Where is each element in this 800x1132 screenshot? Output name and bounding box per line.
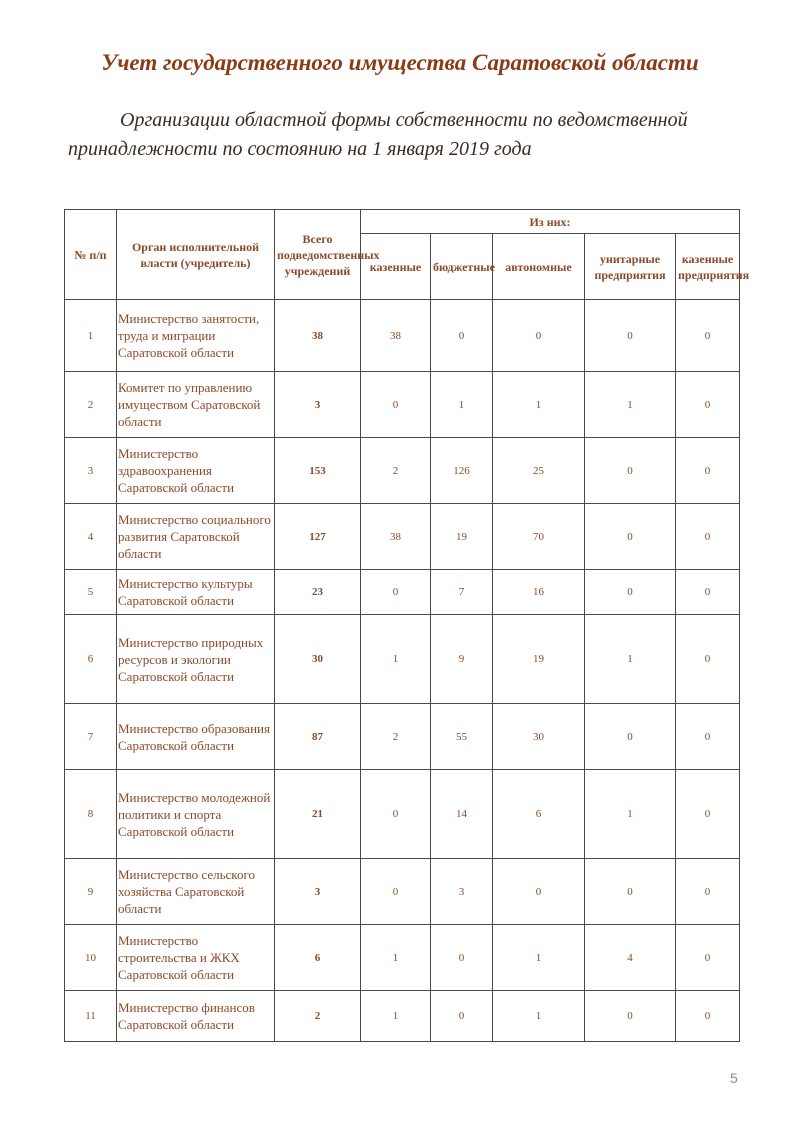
property-table (64, 209, 750, 1042)
table-row (65, 504, 740, 570)
table-row (65, 615, 740, 704)
cell-kazennye-predpriyatiya: 0 (676, 991, 740, 1042)
cell-total: 153 (275, 438, 361, 504)
cell-total: 3 (275, 859, 361, 925)
cell-kazennye: 38 (361, 504, 431, 570)
cell-org: Министерство молодежной политики и спорта Саратовской области (117, 770, 275, 859)
cell-total: 38 (275, 300, 361, 372)
header-avtonomnye: автономные (493, 234, 585, 300)
cell-unitarnye: 0 (585, 704, 676, 770)
header-unitarnye: унитарные предприятия (585, 234, 676, 300)
cell-byudzhetnye: 0 (431, 991, 493, 1042)
cell-kazennye: 2 (361, 704, 431, 770)
cell-kazennye: 0 (361, 770, 431, 859)
table-row (65, 991, 740, 1042)
cell-kazennye-predpriyatiya: 0 (676, 704, 740, 770)
cell-org: Комитет по управлению имуществом Саратовской области (117, 372, 275, 438)
cell-byudzhetnye: 19 (431, 504, 493, 570)
cell-num: 11 (65, 991, 117, 1042)
cell-total: 87 (275, 704, 361, 770)
cell-num: 8 (65, 770, 117, 859)
table-body (65, 300, 740, 1042)
cell-num: 4 (65, 504, 117, 570)
cell-num: 10 (65, 925, 117, 991)
cell-unitarnye: 0 (585, 438, 676, 504)
cell-avtonomnye: 16 (493, 570, 585, 615)
header-kazennye-predpriyatiya: казенные предприятия (676, 234, 740, 300)
cell-total: 21 (275, 770, 361, 859)
table-row (65, 438, 740, 504)
table-row (65, 859, 740, 925)
cell-byudzhetnye: 0 (431, 300, 493, 372)
cell-byudzhetnye: 9 (431, 615, 493, 704)
cell-kazennye-predpriyatiya: 0 (676, 570, 740, 615)
cell-kazennye: 0 (361, 372, 431, 438)
cell-kazennye-predpriyatiya: 0 (676, 504, 740, 570)
table-row (65, 925, 740, 991)
cell-num: 6 (65, 615, 117, 704)
cell-kazennye-predpriyatiya: 0 (676, 438, 740, 504)
cell-kazennye-predpriyatiya: 0 (676, 615, 740, 704)
cell-avtonomnye: 1 (493, 991, 585, 1042)
cell-kazennye: 2 (361, 438, 431, 504)
table-row (65, 570, 740, 615)
header-of-them: Из них: (361, 210, 740, 234)
cell-org: Министерство сельского хозяйства Саратовской области (117, 859, 275, 925)
cell-kazennye: 1 (361, 991, 431, 1042)
cell-unitarnye: 0 (585, 300, 676, 372)
cell-org: Министерство природных ресурсов и экологии Саратовской области (117, 615, 275, 704)
cell-byudzhetnye: 7 (431, 570, 493, 615)
cell-total: 2 (275, 991, 361, 1042)
cell-avtonomnye: 19 (493, 615, 585, 704)
cell-avtonomnye: 70 (493, 504, 585, 570)
table-row (65, 770, 740, 859)
cell-kazennye-predpriyatiya: 0 (676, 925, 740, 991)
cell-kazennye: 0 (361, 570, 431, 615)
cell-avtonomnye: 25 (493, 438, 585, 504)
cell-kazennye: 1 (361, 925, 431, 991)
cell-total: 6 (275, 925, 361, 991)
cell-total: 23 (275, 570, 361, 615)
page-subtitle: Организации областной формы собственности по ведомственной принадлежности по состоянию на 1 января 2019 года (68, 109, 688, 160)
cell-byudzhetnye: 126 (431, 438, 493, 504)
cell-avtonomnye: 1 (493, 925, 585, 991)
cell-num: 9 (65, 859, 117, 925)
cell-org: Министерство здравоохранения Саратовской области (117, 438, 275, 504)
table-row (65, 372, 740, 438)
cell-org: Министерство финансов Саратовской области (117, 991, 275, 1042)
cell-num: 3 (65, 438, 117, 504)
cell-kazennye-predpriyatiya: 0 (676, 372, 740, 438)
cell-kazennye: 1 (361, 615, 431, 704)
cell-byudzhetnye: 55 (431, 704, 493, 770)
cell-total: 127 (275, 504, 361, 570)
cell-avtonomnye: 1 (493, 372, 585, 438)
cell-byudzhetnye: 0 (431, 925, 493, 991)
cell-unitarnye: 0 (585, 991, 676, 1042)
table-row (65, 300, 740, 372)
cell-kazennye: 0 (361, 859, 431, 925)
cell-org: Министерство строительства и ЖКХ Саратовской области (117, 925, 275, 991)
cell-kazennye: 38 (361, 300, 431, 372)
cell-num: 7 (65, 704, 117, 770)
cell-kazennye-predpriyatiya: 0 (676, 300, 740, 372)
header-kazennye: казенные (361, 234, 431, 300)
cell-org: Министерство социального развития Саратовской области (117, 504, 275, 570)
cell-unitarnye: 1 (585, 770, 676, 859)
page-number: 5 (730, 1070, 738, 1086)
header-org: Орган исполнительной власти (учредитель) (117, 210, 275, 300)
header-num: № п/п (65, 210, 117, 300)
header-total: Всего подведомственных учреждений (275, 210, 361, 300)
cell-total: 30 (275, 615, 361, 704)
cell-num: 2 (65, 372, 117, 438)
cell-kazennye-predpriyatiya: 0 (676, 859, 740, 925)
cell-avtonomnye: 0 (493, 859, 585, 925)
cell-total: 3 (275, 372, 361, 438)
cell-avtonomnye: 6 (493, 770, 585, 859)
header-byudzhetnye: бюджетные (431, 234, 493, 300)
cell-unitarnye: 0 (585, 570, 676, 615)
cell-org: Министерство занятости, труда и миграции Саратовской области (117, 300, 275, 372)
cell-avtonomnye: 0 (493, 300, 585, 372)
cell-avtonomnye: 30 (493, 704, 585, 770)
table-row (65, 704, 740, 770)
cell-org: Министерство образования Саратовской области (117, 704, 275, 770)
cell-num: 5 (65, 570, 117, 615)
cell-unitarnye: 0 (585, 859, 676, 925)
cell-unitarnye: 1 (585, 615, 676, 704)
cell-unitarnye: 4 (585, 925, 676, 991)
cell-unitarnye: 1 (585, 372, 676, 438)
cell-byudzhetnye: 1 (431, 372, 493, 438)
cell-kazennye-predpriyatiya: 0 (676, 770, 740, 859)
cell-byudzhetnye: 14 (431, 770, 493, 859)
cell-org: Министерство культуры Саратовской области (117, 570, 275, 615)
cell-unitarnye: 0 (585, 504, 676, 570)
cell-num: 1 (65, 300, 117, 372)
cell-byudzhetnye: 3 (431, 859, 493, 925)
page-title: Учет государственного имущества Саратовской области (101, 50, 699, 75)
